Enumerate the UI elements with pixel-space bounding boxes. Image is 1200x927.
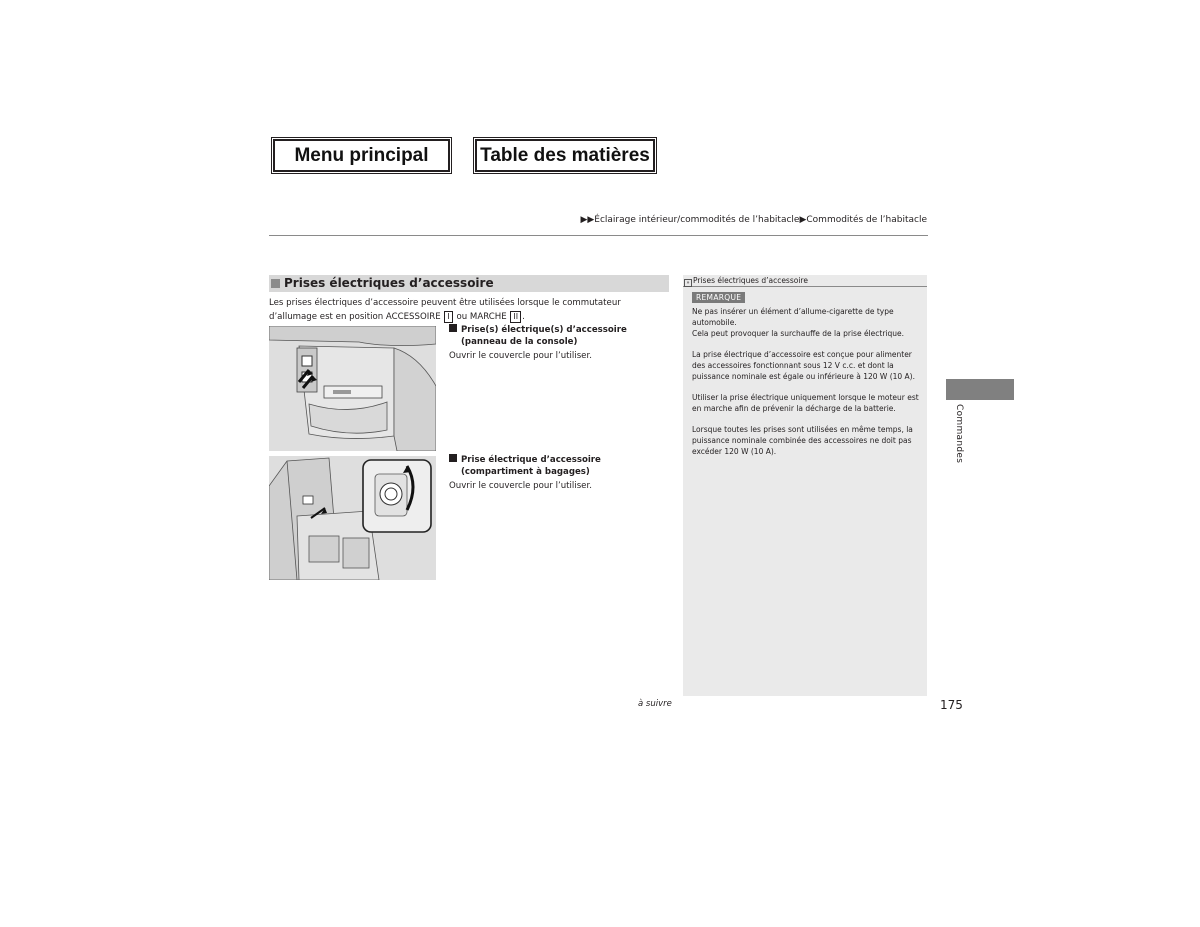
page-number: 175 — [940, 698, 963, 712]
breadcrumb-level1[interactable]: Éclairage intérieur/commodités de l’habitacle — [594, 215, 800, 225]
breadcrumb-arrow-icon: ▶▶ — [580, 215, 595, 225]
section-square-icon — [271, 279, 280, 288]
cargo-outlet-illustration — [269, 456, 436, 580]
console-outlet-illustration — [269, 326, 436, 451]
breadcrumb — [580, 215, 927, 225]
menu-principal-button[interactable]: Menu principal — [273, 139, 450, 172]
bullet-square-icon — [449, 324, 457, 332]
continued-label: à suivre — [638, 699, 672, 709]
section-intro: Les prises électriques d’accessoire peuvent être utilisées lorsque le commutateur d’allumage est en position ACCESSOIRE I ou MARCHE II . — [269, 298, 621, 322]
sidebar-heading: » Prises électriques d’accessoire — [683, 275, 927, 287]
sidebar-body: Ne pas insérer un élément d’allume-cigarette de type automobile. Cela peut provoquer la surchauffe de la prise électrique. La prise électrique d’accessoire est conçue pour alimenter des accessoires fonctionnant sous 12 V c.c. et dont la puissance nominale est égale ou inférieure à 120 W (10 A). Utiliser la prise électrique uniquement lorsque le moteur est en marche afin de prévenir la décharge de la batterie. Lorsque toutes les prises sont utilisées en même temps, la puissance nominale combinée des accessoires ne doit pas excéder 120 W (10 A). — [692, 307, 919, 456]
sidebar-notes — [683, 275, 927, 696]
chapter-tab[interactable] — [946, 379, 1014, 400]
breadcrumb-level2[interactable]: Commodités de l’habitacle — [806, 215, 927, 225]
remarque-badge: REMARQUE — [692, 292, 745, 303]
key-accessoire: I — [444, 311, 452, 323]
breadcrumb-arrow-icon: ▶ — [799, 215, 807, 225]
console-outlet-item: Prise(s) électrique(s) d’accessoire (panneau de la console) Ouvrir le couvercle pour l’utiliser. — [449, 325, 627, 361]
header-divider — [269, 235, 928, 236]
cargo-outlet-item: Prise électrique d’accessoire (compartiment à bagages) Ouvrir le couvercle pour l’utiliser. — [449, 455, 601, 491]
key-marche: II — [510, 311, 521, 323]
table-des-matieres-button[interactable]: Table des matières — [475, 139, 655, 172]
bullet-square-icon — [449, 454, 457, 462]
chapter-tab-label: Commandes — [954, 404, 964, 464]
section-title: Prises électriques d’accessoire — [269, 275, 669, 292]
note-icon: » — [684, 279, 692, 287]
